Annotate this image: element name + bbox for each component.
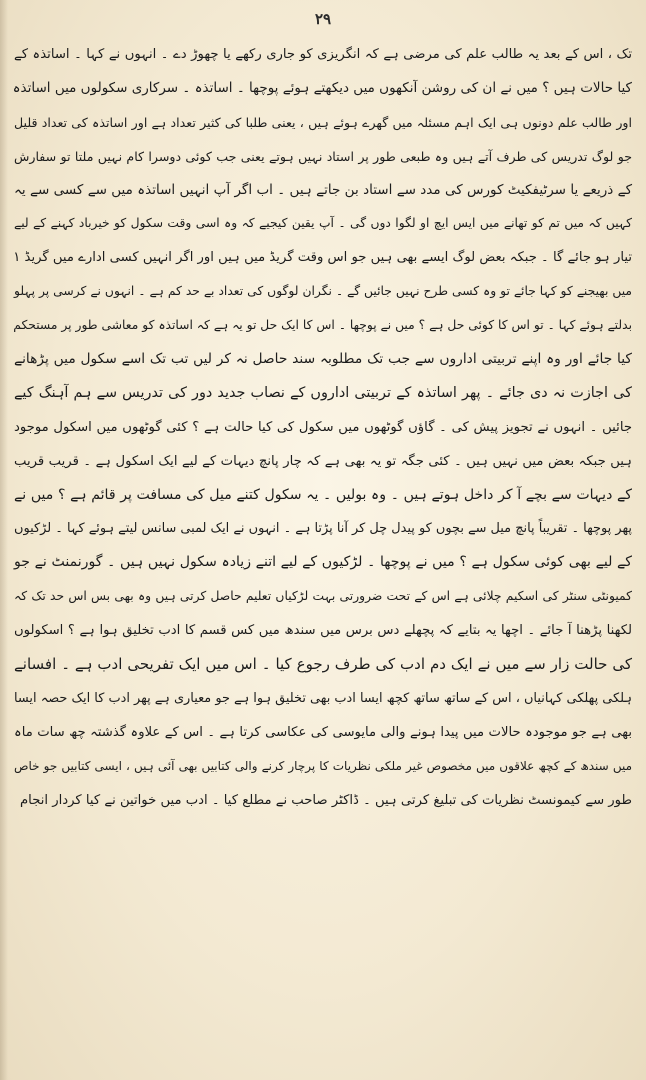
text-line: کے لیے بھی کوئی سکول ہے ؟ میں نے پوچھا ۔ لڑکیوں کے لیے اتنے زیادہ سکول نہیں ہیں ۔ گورنمنٹ نے جو (14, 554, 632, 571)
text-line: کی اجازت نہ دی جائے ۔ پھر اساتذہ کے تربیتی اداروں کے نصاب جدید دور کی تدریس سے ہم آہنگ کیے (14, 384, 632, 401)
text-line: بھی ہے جو موجودہ حالات میں پیدا ہونے والی مایوسی کی عکاسی کرتا ہے ۔ اس کے علاوہ گذشتہ چھ سات ماہ (14, 724, 632, 740)
text-line: اور طالب علم دونوں ہی ایک اہم مسئلہ میں گھرے ہوئے ہیں ، یعنی طلبا کی کثیر تعداد ہے اور اساتذہ کی تعداد قلیل (14, 114, 632, 130)
text-line: طور سے کیمونسٹ نظریات کی تبلیغ کرتی ہیں ۔ ڈاکٹر صاحب نے مطلع کیا ۔ ادب میں خواتین نے کیا کردار انجام (20, 792, 632, 808)
text-line: پھر پوچھا ۔ تقریباً پانچ میل سے بچوں کو پیدل چل کر آنا پڑتا ہے ۔ انہوں نے ایک لمبی سانس لیتے ہوئے کہا ۔ لڑکیوں (14, 521, 632, 537)
page-number: ۲۹ (314, 10, 332, 28)
page-gutter-shadow (0, 0, 8, 1080)
text-line: جائیں ۔ انہوں نے تجویز پیش کی ۔ گاؤں گوٹھوں میں سکول کی کیا حالت ہے ؟ کئی گوٹھوں میں اسکول موجود (14, 419, 632, 435)
text-line: کے ذریعے یا سرٹیفکیٹ کورس کی مدد سے استاد بن جاتے ہیں ۔ اب اگر آپ انہیں اساتذہ میں سے کسی سے یہ (14, 181, 632, 198)
text-line: جو لوگ تدریس کی طرف آتے ہیں وہ طبعی طور پر استاد نہیں ہوتے یعنی جب کوئی دوسرا کام نہیں ملتا تو سفارش (14, 148, 632, 164)
text-line: کہیں کہ میں تم کو تھانے میں ایس ایچ او لگوا دوں گی ۔ آپ یقین کیجیے کہ وہ اسی وقت سکول کو خیرباد کہنے کے لیے (14, 216, 632, 231)
text-line: کی حالت زار سے میں نے ایک دم ادب کی طرف رجوع کیا ۔ اس میں ایک تفریحی ادب ہے ۔ افسانے (14, 655, 632, 674)
text-line: بدلتے ہوئے کہا ۔ تو اس کا کوئی حل ہے ؟ میں نے پوچھا ۔ اس کا ایک حل تو یہ ہے کہ اساتذہ کو معاشی طور پر مستحکم (13, 318, 632, 333)
text-line: کیا حالات ہیں ؟ میں نے ان کی روشن آنکھوں میں دیکھتے ہوئے پوچھا ۔ اساتذہ ۔ سرکاری سکولوں میں اساتذہ (12, 79, 632, 96)
text-line: کے دیہات سے بچے آ کر داخل ہوتے ہیں ۔ وہ بولیں ۔ یہ سکول کتنے میل کی مسافت پر قائم ہے ؟ میں نے (14, 486, 632, 503)
text-line: لکھنا پڑھنا آ جائے ۔ اچھا یہ بتایے کہ پچھلے دس برس میں سندھ میں کس قسم کا ادب تخلیق ہوا ہے ؟ اسکولوں (14, 623, 632, 639)
text-line: کیا جائے اور وہ اپنے تربیتی اداروں سے جب تک مطلوبہ سند حاصل نہ کر لیں تب تک اسے سکول میں پڑھانے (14, 351, 632, 368)
text-line: ہیں جبکہ بعض میں نہیں ہیں ۔ کئی جگہ تو یہ بھی ہے کہ چار پانچ دیہات کے لیے ایک اسکول ہے ۔ قریب قریب (14, 453, 632, 469)
text-line: کمیونٹی سنٹر کی اسکیم چلائی ہے اس کے تحت ضرورتی بہت لڑکیاں تعلیم حاصل کرتی ہیں وہ بھی بس اس حد تک کہ (14, 589, 632, 604)
page-body-text (14, 38, 632, 817)
text-line: میں بھیجنے کو کہا جائے تو وہ کسی طرح نہیں جائیں گے ۔ نگران لوگوں کی تعداد بے حد کم ہے ۔ انہوں نے کرسی پر پہلو (14, 284, 632, 299)
text-line: میں سندھ کے کچھ علاقوں میں مخصوص غیر ملکی نظریات کا پرچار کرنے والی کتابیں بھی آئی ہیں ، ایسی کتابیں جو خاص (14, 758, 632, 773)
text-line: تیار ہو جائے گا ۔ جبکہ بعض لوگ ایسے بھی ہیں جو اس وقت گریڈ میں ہیں اور اگر انہیں کسی ادارے میں گریڈ ۱ (13, 250, 632, 266)
text-line: ہلکی پھلکی کہانیاں ، اس کے ساتھ ساتھ کچھ ایسا ادب بھی تخلیق ہوا ہے جو معیاری ہے پھر ادب کا ایک حصہ ایسا (14, 690, 632, 706)
text-line: تک ، اس کے بعد یہ طالب علم کی مرضی ہے کہ انگریزی کو جاری رکھے یا چھوڑ دے ۔ انہوں نے کہا ۔ اساتذہ کے (14, 47, 632, 62)
